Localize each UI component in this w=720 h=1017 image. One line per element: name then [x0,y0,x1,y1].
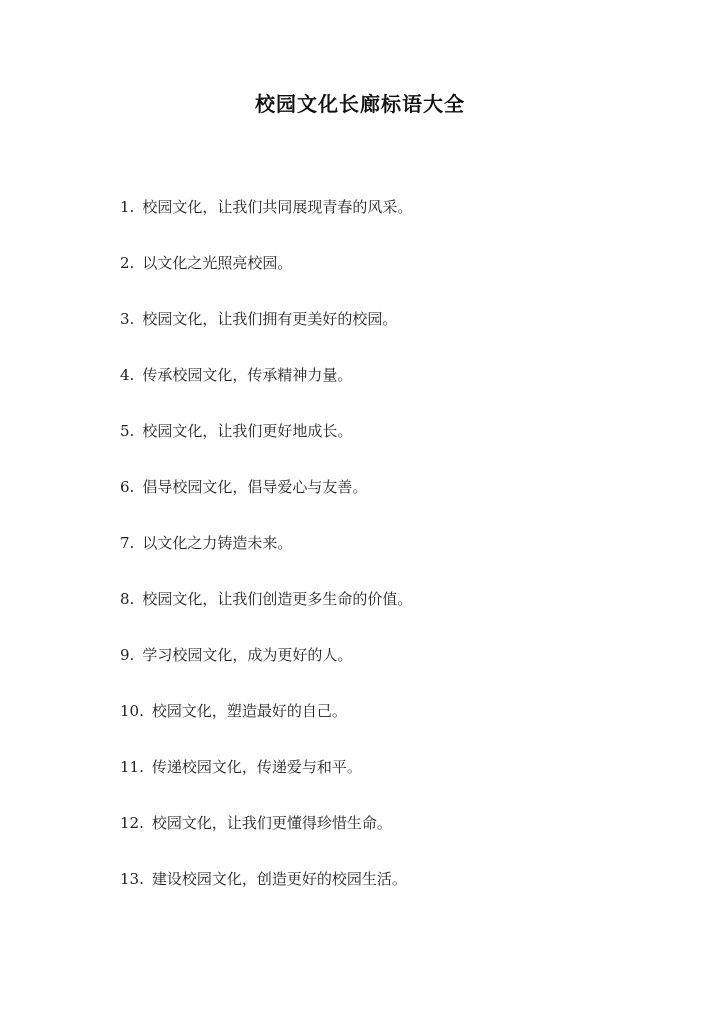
list-item [120,588,680,644]
item-text: 建设校园文化，创造更好的校园生活。 [151,870,407,888]
list-item [120,868,680,924]
list-item [120,252,680,308]
item-number: 13. [120,870,144,888]
list-item [120,532,680,588]
item-number: 6. [120,478,135,496]
item-number: 10. [120,702,144,720]
list-item [120,476,680,532]
item-text: 校园文化，让我们更懂得珍惜生命。 [151,814,392,832]
item-text: 传承校园文化，传承精神力量。 [142,366,353,384]
item-text: 传递校园文化，传递爱与和平。 [151,758,362,776]
list-item [120,364,680,420]
item-number: 1. [120,198,135,216]
item-number: 2. [120,254,135,272]
list-item [120,420,680,476]
item-number: 12. [120,814,144,832]
item-text: 校园文化，让我们共同展现青春的风采。 [142,198,413,216]
item-text: 校园文化，让我们创造更多生命的价值。 [142,590,413,608]
item-text: 倡导校园文化，倡导爱心与友善。 [142,478,368,496]
list-item [120,700,680,756]
item-number: 8. [120,590,135,608]
item-text: 以文化之力铸造未来。 [142,534,293,552]
item-text: 以文化之光照亮校园。 [142,254,293,272]
list-item [120,756,680,812]
item-number: 11. [120,758,144,776]
item-number: 9. [120,646,135,664]
list-item [120,644,680,700]
list-item [120,308,680,364]
item-text: 校园文化，让我们更好地成长。 [142,422,353,440]
list-item [120,812,680,868]
item-number: 5. [120,422,135,440]
list-item [120,196,680,252]
item-text: 学习校园文化，成为更好的人。 [142,646,353,664]
page-title: 校园文化长廊标语大全 [255,92,465,116]
slogan-list [120,196,680,924]
item-number: 7. [120,534,135,552]
item-number: 3. [120,310,135,328]
item-text: 校园文化，塑造最好的自己。 [151,702,347,720]
item-text: 校园文化，让我们拥有更美好的校园。 [142,310,398,328]
item-number: 4. [120,366,135,384]
